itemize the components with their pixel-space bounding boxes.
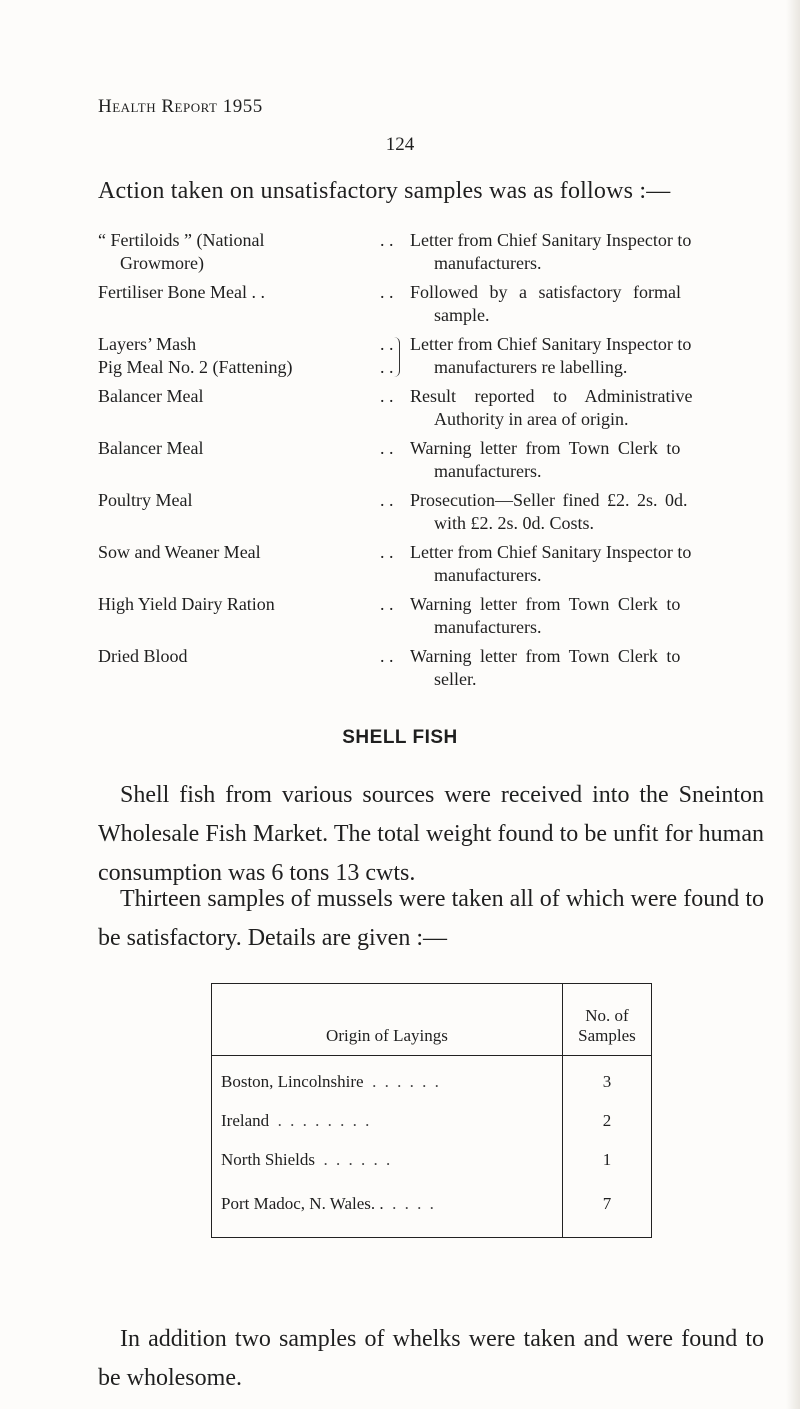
leader-dots: . .: [380, 646, 394, 666]
action-taken: Warning letter from Town Clerk to manufacturers.: [410, 438, 681, 481]
table-row: [212, 1179, 652, 1238]
samples-cell: 3: [562, 1056, 651, 1102]
sample-name: Fertiliser Bone Meal . .: [98, 282, 265, 302]
sample-name: Layers’ Mash Pig Meal No. 2 (Fattening): [98, 334, 293, 377]
leader-dots: . .: [380, 282, 394, 302]
samples-cell: 1: [562, 1140, 651, 1179]
sample-name: Balancer Meal: [98, 438, 204, 458]
intro-sentence: Action taken on unsatisfactory samples was as follows :—: [98, 178, 671, 204]
leader-dots: . .: [380, 542, 394, 562]
sample-name: High Yield Dairy Ration: [98, 594, 275, 614]
samples-cell: 7: [562, 1179, 651, 1238]
action-taken: Warning letter from Town Clerk to manufacturers.: [410, 594, 681, 637]
action-taken: Letter from Chief Sanitary Inspector to manufacturers.: [410, 542, 692, 585]
sample-name: Poultry Meal: [98, 490, 193, 510]
leader-dots: . .: [380, 386, 394, 406]
sample-name: Sow and Weaner Meal: [98, 542, 261, 562]
samples-cell: 2: [562, 1101, 651, 1140]
grouping-brace: [393, 337, 400, 377]
column-header-samples: No. of Samples: [562, 984, 651, 1056]
table-row: [212, 1101, 652, 1140]
column-header-origin: Origin of Layings: [212, 984, 563, 1056]
action-taken: Followed by a satisfactory formal sample.: [410, 282, 681, 325]
leader-dots: . .: [380, 490, 394, 510]
origin-cell: Port Madoc, N. Wales. . . . . .: [212, 1179, 563, 1238]
sample-name: “ Fertiloids ” (National Growmore): [98, 230, 265, 273]
page-edge-shadow: [786, 0, 800, 1409]
table-row: [212, 1056, 652, 1102]
section-heading: SHELL FISH: [342, 727, 458, 748]
paragraph-whelks: In addition two samples of whelks were taken and were found to be wholesome.: [98, 1326, 764, 1391]
leader-dots: . . . .: [380, 334, 394, 377]
origin-cell: Ireland . . . . . . . .: [212, 1101, 563, 1140]
action-taken: Letter from Chief Sanitary Inspector to manufacturers re labelling.: [410, 334, 692, 377]
page-number: 124: [385, 134, 415, 155]
leader-dots: . .: [380, 438, 394, 458]
leader-dots: . .: [380, 594, 394, 614]
mussel-samples-table: [211, 983, 652, 1238]
table-header-row: [212, 984, 652, 1056]
sample-name: Balancer Meal: [98, 386, 204, 406]
paragraph-mussel-samples: Thirteen samples of mussels were taken all of which were found to be satisfactory. Details are given :—: [98, 886, 764, 951]
running-head: Health Report 1955: [98, 96, 263, 117]
action-taken: Prosecution—Seller fined £2. 2s. 0d. with £2. 2s. 0d. Costs.: [410, 490, 688, 533]
origin-cell: North Shields . . . . . .: [212, 1140, 563, 1179]
paragraph-shell-fish-market: Shell fish from various sources were received into the Sneinton Wholesale Fish Market. The total weight found to be unfit for human consumption was 6 tons 13 cwts.: [98, 782, 764, 886]
origin-cell: Boston, Lincolnshire . . . . . .: [212, 1056, 563, 1102]
action-taken: Result reported to Administrative Authority in area of origin.: [410, 386, 693, 429]
action-taken: Warning letter from Town Clerk to seller.: [410, 646, 681, 689]
leader-dots: . .: [380, 230, 394, 250]
action-taken: Letter from Chief Sanitary Inspector to manufacturers.: [410, 230, 692, 273]
table-row: [212, 1140, 652, 1179]
sample-name: Dried Blood: [98, 646, 188, 666]
